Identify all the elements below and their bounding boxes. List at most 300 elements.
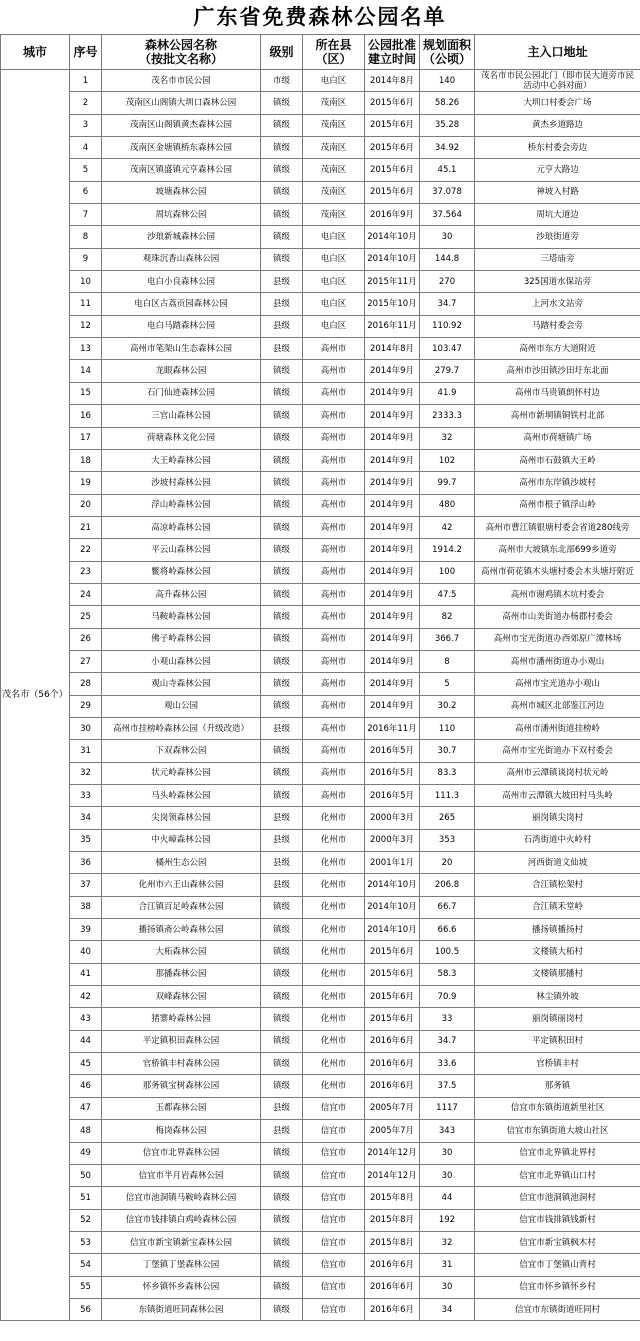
cell-no: 55 xyxy=(70,1276,102,1298)
cell-level: 镇级 xyxy=(261,405,303,427)
cell-no: 52 xyxy=(70,1209,102,1231)
header-entrance: 主入口地址 xyxy=(475,35,640,70)
cell-level: 镇级 xyxy=(261,114,303,136)
cell-year: 2015年6月 xyxy=(365,159,420,181)
table-row xyxy=(1,673,640,695)
cell-level: 镇级 xyxy=(261,606,303,628)
cell-area: 58.3 xyxy=(420,963,475,985)
cell-year: 2014年10月 xyxy=(365,919,420,941)
table-row xyxy=(1,248,640,270)
cell-area: 110.92 xyxy=(420,315,475,337)
cell-entrance: 高州市根子镇浮山岭 xyxy=(475,494,640,516)
cell-entrance: 高州市新垌镇铜铁村北部 xyxy=(475,405,640,427)
table-row xyxy=(1,785,640,807)
cell-no: 30 xyxy=(70,717,102,739)
cell-entrance: 高州市潘州街道办小观山 xyxy=(475,650,640,672)
cell-name: 怀乡镇怀乡森林公园 xyxy=(102,1276,261,1298)
cell-entrance: 上河水文站旁 xyxy=(475,293,640,315)
cell-entrance: 合江镇松架村 xyxy=(475,874,640,896)
table-row xyxy=(1,695,640,717)
cell-county: 信宜市 xyxy=(303,1209,365,1231)
table-row xyxy=(1,516,640,538)
cell-name: 官桥镇丰村森林公园 xyxy=(102,1053,261,1075)
city-cell: 茂名市（56个） xyxy=(1,70,70,1321)
cell-entrance: 高州市城区北部鉴江河边 xyxy=(475,695,640,717)
cell-area: 480 xyxy=(420,494,475,516)
cell-entrance: 高州市潘州街道挂榜岭 xyxy=(475,717,640,739)
cell-year: 2014年9月 xyxy=(365,494,420,516)
cell-area: 32 xyxy=(420,427,475,449)
cell-level: 市级 xyxy=(261,70,303,92)
cell-entrance: 马踏村委会旁 xyxy=(475,315,640,337)
cell-county: 高州市 xyxy=(303,650,365,672)
cell-no: 9 xyxy=(70,248,102,270)
cell-no: 10 xyxy=(70,271,102,293)
table-row xyxy=(1,204,640,226)
cell-county: 高州市 xyxy=(303,695,365,717)
cell-level: 镇级 xyxy=(261,1209,303,1231)
cell-name: 茂南区镇盛镇元亨森林公园 xyxy=(102,159,261,181)
cell-name: 马头岭森林公园 xyxy=(102,785,261,807)
cell-county: 电白区 xyxy=(303,315,365,337)
cell-area: 30 xyxy=(420,1142,475,1164)
table-row xyxy=(1,382,640,404)
cell-no: 43 xyxy=(70,1008,102,1030)
cell-county: 高州市 xyxy=(303,561,365,583)
cell-year: 2014年9月 xyxy=(365,561,420,583)
cell-year: 2014年8月 xyxy=(365,338,420,360)
table-row xyxy=(1,1298,640,1320)
cell-year: 2014年9月 xyxy=(365,516,420,538)
header-county: 所在县 （区） xyxy=(303,35,365,70)
header-no: 序号 xyxy=(70,35,102,70)
cell-county: 茂南区 xyxy=(303,137,365,159)
cell-county: 高州市 xyxy=(303,449,365,471)
table-row xyxy=(1,628,640,650)
cell-entrance: 三塔庙旁 xyxy=(475,248,640,270)
cell-year: 2015年8月 xyxy=(365,1187,420,1209)
cell-year: 2016年6月 xyxy=(365,1276,420,1298)
cell-year: 2014年9月 xyxy=(365,382,420,404)
cell-area: 1117 xyxy=(420,1097,475,1119)
cell-name: 化州市六王山森林公园 xyxy=(102,874,261,896)
table-row xyxy=(1,271,640,293)
cell-name: 橘州生态公园 xyxy=(102,852,261,874)
cell-year: 2014年9月 xyxy=(365,472,420,494)
cell-level: 镇级 xyxy=(261,785,303,807)
cell-entrance: 高州市宝光街道办西郊原广潭林场 xyxy=(475,628,640,650)
page-title: 广东省免费森林公园名单 xyxy=(193,5,447,29)
cell-no: 45 xyxy=(70,1053,102,1075)
cell-entrance: 高州市大坡镇东北部699乡道旁 xyxy=(475,539,640,561)
cell-entrance: 高州市东岸镇沙坡村 xyxy=(475,472,640,494)
cell-entrance: 信宜市钱排镇钱新村 xyxy=(475,1209,640,1231)
cell-no: 5 xyxy=(70,159,102,181)
cell-name: 高州市笔架山生态森林公园 xyxy=(102,338,261,360)
cell-no: 17 xyxy=(70,427,102,449)
cell-county: 电白区 xyxy=(303,293,365,315)
cell-name: 平云山森林公园 xyxy=(102,539,261,561)
table-row xyxy=(1,740,640,762)
cell-name: 播扬镇斋公岭森林公园 xyxy=(102,919,261,941)
cell-county: 化州市 xyxy=(303,874,365,896)
header-level: 级别 xyxy=(261,35,303,70)
cell-area: 30 xyxy=(420,1276,475,1298)
cell-name: 坡塘森林公园 xyxy=(102,181,261,203)
cell-level: 镇级 xyxy=(261,494,303,516)
cell-county: 化州市 xyxy=(303,986,365,1008)
cell-level: 县级 xyxy=(261,1097,303,1119)
table-row xyxy=(1,606,640,628)
table-header-row xyxy=(1,35,640,70)
cell-name: 高凉岭森林公园 xyxy=(102,516,261,538)
cell-year: 2015年8月 xyxy=(365,1231,420,1253)
cell-entrance: 高州市宝光街道办下双村委会 xyxy=(475,740,640,762)
cell-name: 信宜市半月岩森林公园 xyxy=(102,1164,261,1186)
table-row xyxy=(1,874,640,896)
cell-no: 37 xyxy=(70,874,102,896)
cell-area: 5 xyxy=(420,673,475,695)
cell-no: 41 xyxy=(70,963,102,985)
cell-county: 化州市 xyxy=(303,941,365,963)
cell-entrance: 高州市宝光道办小观山 xyxy=(475,673,640,695)
cell-name: 高升森林公园 xyxy=(102,583,261,605)
cell-year: 2016年6月 xyxy=(365,1075,420,1097)
cell-level: 县级 xyxy=(261,338,303,360)
cell-no: 22 xyxy=(70,539,102,561)
cell-area: 111.3 xyxy=(420,785,475,807)
cell-county: 茂南区 xyxy=(303,114,365,136)
cell-no: 2 xyxy=(70,92,102,114)
table-row xyxy=(1,114,640,136)
cell-entrance: 那务镇 xyxy=(475,1075,640,1097)
table-row xyxy=(1,1254,640,1276)
cell-entrance: 高州市山美街道办杨郡村委会 xyxy=(475,606,640,628)
table-row xyxy=(1,650,640,672)
cell-county: 高州市 xyxy=(303,494,365,516)
cell-county: 高州市 xyxy=(303,516,365,538)
cell-county: 信宜市 xyxy=(303,1254,365,1276)
cell-county: 信宜市 xyxy=(303,1187,365,1209)
cell-no: 26 xyxy=(70,628,102,650)
cell-no: 6 xyxy=(70,181,102,203)
table-row xyxy=(1,762,640,784)
cell-no: 29 xyxy=(70,695,102,717)
cell-entrance: 平定镇积田村 xyxy=(475,1030,640,1052)
cell-name: 那务镇宝树森林公园 xyxy=(102,1075,261,1097)
cell-no: 31 xyxy=(70,740,102,762)
cell-county: 高州市 xyxy=(303,427,365,449)
cell-area: 47.5 xyxy=(420,583,475,605)
cell-area: 343 xyxy=(420,1120,475,1142)
cell-area: 144.8 xyxy=(420,248,475,270)
cell-name: 双峰森林公园 xyxy=(102,986,261,1008)
cell-name: 玉都森林公园 xyxy=(102,1097,261,1119)
cell-area: 42 xyxy=(420,516,475,538)
cell-name: 信宜市钱排镇白鸡岭森林公园 xyxy=(102,1209,261,1231)
cell-year: 2014年9月 xyxy=(365,583,420,605)
cell-level: 镇级 xyxy=(261,1164,303,1186)
cell-area: 83.3 xyxy=(420,762,475,784)
table-row xyxy=(1,539,640,561)
table-row xyxy=(1,583,640,605)
cell-level: 县级 xyxy=(261,293,303,315)
cell-area: 30 xyxy=(420,226,475,248)
cell-level: 镇级 xyxy=(261,204,303,226)
cell-county: 高州市 xyxy=(303,338,365,360)
cell-county: 化州市 xyxy=(303,1075,365,1097)
cell-county: 高州市 xyxy=(303,628,365,650)
cell-name: 信宜市新宝镇新宝森林公园 xyxy=(102,1231,261,1253)
cell-level: 镇级 xyxy=(261,762,303,784)
cell-year: 2014年10月 xyxy=(365,874,420,896)
cell-year: 2014年10月 xyxy=(365,248,420,270)
cell-no: 12 xyxy=(70,315,102,337)
cell-level: 镇级 xyxy=(261,695,303,717)
cell-year: 2015年6月 xyxy=(365,941,420,963)
cell-entrance: 官桥镇丰村 xyxy=(475,1053,640,1075)
cell-year: 2015年6月 xyxy=(365,114,420,136)
cell-name: 石门仙迹森林公园 xyxy=(102,382,261,404)
table-row xyxy=(1,137,640,159)
cell-year: 2016年6月 xyxy=(365,1254,420,1276)
cell-year: 2015年6月 xyxy=(365,963,420,985)
cell-county: 电白区 xyxy=(303,271,365,293)
cell-no: 32 xyxy=(70,762,102,784)
table-row xyxy=(1,1075,640,1097)
cell-level: 镇级 xyxy=(261,1276,303,1298)
table-row xyxy=(1,986,640,1008)
cell-area: 37.564 xyxy=(420,204,475,226)
table-row xyxy=(1,449,640,471)
cell-no: 33 xyxy=(70,785,102,807)
cell-name: 茂名市市民公园 xyxy=(102,70,261,92)
cell-year: 2015年6月 xyxy=(365,137,420,159)
cell-level: 镇级 xyxy=(261,1231,303,1253)
cell-level: 镇级 xyxy=(261,963,303,985)
cell-area: 66.6 xyxy=(420,919,475,941)
table-row xyxy=(1,293,640,315)
cell-area: 34.7 xyxy=(420,1030,475,1052)
cell-county: 信宜市 xyxy=(303,1298,365,1320)
cell-county: 信宜市 xyxy=(303,1231,365,1253)
cell-no: 49 xyxy=(70,1142,102,1164)
cell-entrance: 石湾街道中火岭村 xyxy=(475,829,640,851)
cell-county: 化州市 xyxy=(303,829,365,851)
cell-county: 高州市 xyxy=(303,405,365,427)
cell-entrance: 合江镇禾堂岭 xyxy=(475,896,640,918)
cell-entrance: 信宜市东镇街道新里社区 xyxy=(475,1097,640,1119)
cell-year: 2015年6月 xyxy=(365,181,420,203)
cell-area: 70.9 xyxy=(420,986,475,1008)
cell-no: 46 xyxy=(70,1075,102,1097)
cell-level: 县级 xyxy=(261,717,303,739)
cell-name: 沙琅新城森林公园 xyxy=(102,226,261,248)
cell-county: 高州市 xyxy=(303,717,365,739)
cell-name: 信宜市北界森林公园 xyxy=(102,1142,261,1164)
table-row xyxy=(1,829,640,851)
cell-year: 2014年9月 xyxy=(365,449,420,471)
cell-county: 茂南区 xyxy=(303,204,365,226)
cell-year: 2014年10月 xyxy=(365,896,420,918)
cell-area: 99.7 xyxy=(420,472,475,494)
cell-entrance: 丽岗镇丽岗村 xyxy=(475,1008,640,1030)
cell-no: 40 xyxy=(70,941,102,963)
cell-year: 2001年1月 xyxy=(365,852,420,874)
cell-area: 30 xyxy=(420,1164,475,1186)
cell-county: 信宜市 xyxy=(303,1142,365,1164)
cell-entrance: 信宜市新宝镇枫木村 xyxy=(475,1231,640,1253)
cell-entrance: 高州市沙田镇沙田圩东北面 xyxy=(475,360,640,382)
cell-year: 2014年12月 xyxy=(365,1164,420,1186)
cell-no: 51 xyxy=(70,1187,102,1209)
cell-no: 15 xyxy=(70,382,102,404)
cell-no: 19 xyxy=(70,472,102,494)
cell-no: 48 xyxy=(70,1120,102,1142)
cell-name: 观珠沉香山森林公园 xyxy=(102,248,261,270)
cell-level: 镇级 xyxy=(261,516,303,538)
cell-no: 16 xyxy=(70,405,102,427)
cell-entrance: 高州市荷塘镇广场 xyxy=(475,427,640,449)
cell-area: 2333.3 xyxy=(420,405,475,427)
cell-county: 茂南区 xyxy=(303,181,365,203)
cell-no: 8 xyxy=(70,226,102,248)
cell-name: 电白区古荔贡园森林公园 xyxy=(102,293,261,315)
cell-year: 2016年5月 xyxy=(365,740,420,762)
cell-county: 茂南区 xyxy=(303,92,365,114)
cell-name: 佛子岭森林公园 xyxy=(102,628,261,650)
cell-area: 279.7 xyxy=(420,360,475,382)
table-row xyxy=(1,338,640,360)
cell-level: 镇级 xyxy=(261,159,303,181)
cell-area: 102 xyxy=(420,449,475,471)
table-row xyxy=(1,315,640,337)
cell-entrance: 神坡入村路 xyxy=(475,181,640,203)
cell-county: 高州市 xyxy=(303,785,365,807)
cell-no: 38 xyxy=(70,896,102,918)
cell-no: 7 xyxy=(70,204,102,226)
cell-level: 镇级 xyxy=(261,1008,303,1030)
cell-entrance: 高州市马贵镇朗怀村边 xyxy=(475,382,640,404)
cell-no: 56 xyxy=(70,1298,102,1320)
cell-level: 镇级 xyxy=(261,628,303,650)
cell-entrance: 信宜市东镇街道大坡山社区 xyxy=(475,1120,640,1142)
cell-year: 2014年9月 xyxy=(365,650,420,672)
cell-year: 2005年7月 xyxy=(365,1120,420,1142)
cell-entrance: 文楼镇大柘村 xyxy=(475,941,640,963)
cell-county: 化州市 xyxy=(303,1053,365,1075)
cell-year: 2005年7月 xyxy=(365,1097,420,1119)
cell-entrance: 高州市谢鸡镇木坑村委会 xyxy=(475,583,640,605)
cell-entrance: 文楼镇那播村 xyxy=(475,963,640,985)
cell-area: 30.7 xyxy=(420,740,475,762)
cell-year: 2014年8月 xyxy=(365,70,420,92)
cell-county: 信宜市 xyxy=(303,1120,365,1142)
cell-name: 信宜市池洞镇马鞍岭森林公园 xyxy=(102,1187,261,1209)
cell-county: 化州市 xyxy=(303,919,365,941)
cell-year: 2016年9月 xyxy=(365,204,420,226)
table-row xyxy=(1,1008,640,1030)
cell-name: 状元岭森林公园 xyxy=(102,762,261,784)
cell-county: 电白区 xyxy=(303,226,365,248)
cell-year: 2016年5月 xyxy=(365,762,420,784)
cell-no: 13 xyxy=(70,338,102,360)
cell-no: 27 xyxy=(70,650,102,672)
cell-year: 2014年9月 xyxy=(365,405,420,427)
cell-level: 县级 xyxy=(261,271,303,293)
cell-county: 信宜市 xyxy=(303,1276,365,1298)
cell-name: 浮山岭森林公园 xyxy=(102,494,261,516)
cell-entrance: 桥东村委会旁边 xyxy=(475,137,640,159)
table-row xyxy=(1,92,640,114)
cell-level: 镇级 xyxy=(261,1030,303,1052)
table-row xyxy=(1,1187,640,1209)
cell-name: 小观山森林公园 xyxy=(102,650,261,672)
cell-year: 2000年3月 xyxy=(365,829,420,851)
cell-entrance: 高州市云潭镇谈岗村状元岭 xyxy=(475,762,640,784)
cell-area: 34 xyxy=(420,1298,475,1320)
table-row xyxy=(1,181,640,203)
cell-year: 2015年10月 xyxy=(365,293,420,315)
cell-level: 镇级 xyxy=(261,1075,303,1097)
cell-level: 镇级 xyxy=(261,181,303,203)
cell-no: 24 xyxy=(70,583,102,605)
cell-name: 龙眼森林公园 xyxy=(102,360,261,382)
table-row xyxy=(1,919,640,941)
forest-park-table xyxy=(0,34,640,1321)
cell-name: 大王岭森林公园 xyxy=(102,449,261,471)
cell-level: 镇级 xyxy=(261,1254,303,1276)
cell-name: 合江镇百足岭森林公园 xyxy=(102,896,261,918)
cell-no: 39 xyxy=(70,919,102,941)
cell-name: 大柘森林公园 xyxy=(102,941,261,963)
table-row xyxy=(1,896,640,918)
header-city: 城市 xyxy=(1,35,70,70)
cell-county: 化州市 xyxy=(303,1008,365,1030)
cell-level: 镇级 xyxy=(261,583,303,605)
cell-name: 茂南区山阁镇黄杰森林公园 xyxy=(102,114,261,136)
cell-no: 28 xyxy=(70,673,102,695)
cell-level: 镇级 xyxy=(261,1142,303,1164)
cell-entrance: 信宜市池洞镇池洞村 xyxy=(475,1187,640,1209)
cell-no: 3 xyxy=(70,114,102,136)
cell-entrance: 茂名市市民公园北门（即市民大道旁市民活动中心斜对面） xyxy=(475,70,640,92)
cell-area: 192 xyxy=(420,1209,475,1231)
table-row xyxy=(1,1053,640,1075)
cell-entrance: 元亨大路边 xyxy=(475,159,640,181)
cell-area: 41.9 xyxy=(420,382,475,404)
cell-entrance: 高州市云潭镇大坡田村马头岭 xyxy=(475,785,640,807)
cell-area: 35.28 xyxy=(420,114,475,136)
cell-county: 高州市 xyxy=(303,673,365,695)
cell-county: 信宜市 xyxy=(303,1164,365,1186)
cell-name: 茂南区山阁镇大圳口森林公园 xyxy=(102,92,261,114)
table-row xyxy=(1,1097,640,1119)
cell-year: 2014年9月 xyxy=(365,360,420,382)
cell-level: 镇级 xyxy=(261,360,303,382)
table-row xyxy=(1,963,640,985)
cell-name: 猪寨岭森林公园 xyxy=(102,1008,261,1030)
cell-year: 2016年6月 xyxy=(365,1053,420,1075)
table-row xyxy=(1,1142,640,1164)
cell-area: 30.2 xyxy=(420,695,475,717)
cell-level: 镇级 xyxy=(261,1053,303,1075)
cell-year: 2014年9月 xyxy=(365,427,420,449)
cell-level: 县级 xyxy=(261,1120,303,1142)
cell-year: 2014年9月 xyxy=(365,628,420,650)
cell-year: 2015年6月 xyxy=(365,92,420,114)
cell-area: 37.5 xyxy=(420,1075,475,1097)
